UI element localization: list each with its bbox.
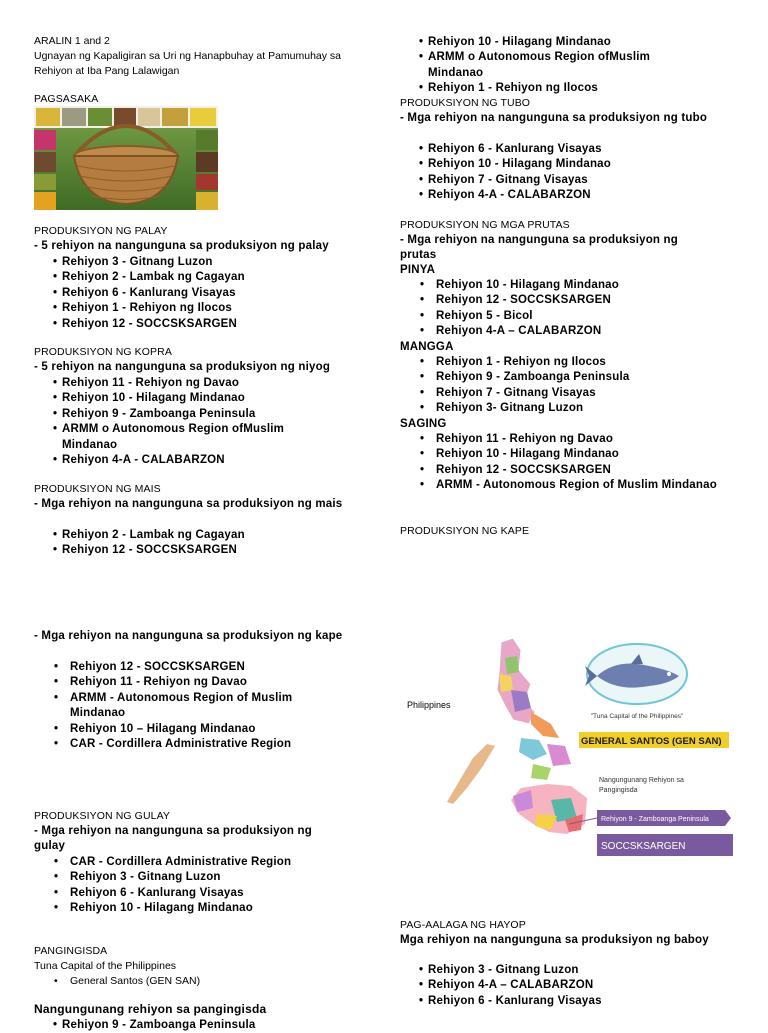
list-item: • Rehiyon 6 - Kanlurang Visayas xyxy=(428,142,768,157)
pangingisda-sub: Tuna Capital of the Philippines xyxy=(34,960,177,972)
list-item: • ARMM o Autonomous Region ofMuslim Mindanao xyxy=(428,50,698,81)
list-item: • Rehiyon 1 - Rehiyon ng Ilocos xyxy=(62,301,402,316)
pinya-list xyxy=(400,278,768,340)
list-item: • Rehiyon 7 - Gitnang Visayas xyxy=(428,173,768,188)
list-item: • Rehiyon 3 - Gitnang Luzon xyxy=(70,870,410,885)
philippines-fishing-map xyxy=(401,628,733,862)
list-item: • Rehiyon 10 – Hilagang Mindanao xyxy=(70,722,340,737)
list-item: • Rehiyon 12 - SOCCSKSARGEN xyxy=(436,463,736,478)
tubo-list xyxy=(400,142,768,204)
label-pinya: PINYA xyxy=(400,264,436,276)
list-item: • Rehiyon 11 - Rehiyon ng Davao xyxy=(62,376,322,391)
map-nangungunang-label: Nangungunang Rehiyon sa Pangingisda xyxy=(599,777,684,794)
gulay-list xyxy=(34,855,410,917)
crops-basket-image xyxy=(34,106,218,210)
list-item: • Rehiyon 9 - Zamboanga Peninsula xyxy=(436,370,768,385)
list-item: • General Santos (GEN SAN) xyxy=(70,974,410,989)
palay-intro: - 5 rehiyon na nangunguna sa produksiyon ng palay xyxy=(34,240,329,252)
list-item: • Rehiyon 2 - Lambak ng Cagayan xyxy=(62,528,402,543)
list-item: • Rehiyon 1 - Rehiyon ng Ilocos xyxy=(428,81,698,96)
list-item: • ARMM - Autonomous Region of Muslim Mindanao xyxy=(436,478,736,493)
pangingisda-bold: Nangungunang rehiyon sa pangingisda xyxy=(34,1002,267,1016)
map-label-philippines: Philippines xyxy=(407,700,451,710)
list-item: • Rehiyon 6 - Kanlurang Visayas xyxy=(70,886,410,901)
heading-mais: PRODUKSIYON NG MAIS xyxy=(34,483,161,495)
prutas-intro: - Mga rehiyon na nangunguna sa produksiyon ng prutas xyxy=(400,234,678,262)
list-item: • Rehiyon 1 - Rehiyon ng Ilocos xyxy=(436,355,768,370)
list-item: • Rehiyon 5 - Bicol xyxy=(436,309,768,324)
hayop-intro: Mga rehiyon na nangunguna sa produksiyon ng baboy xyxy=(400,934,709,946)
list-item: • Rehiyon 10 - Hilagang Mindanao xyxy=(428,157,768,172)
list-item: • ARMM o Autonomous Region ofMuslim Mindanao xyxy=(62,422,322,453)
list-item: • Rehiyon 12 - SOCCSKSARGEN xyxy=(70,660,340,675)
list-item: • Rehiyon 10 - Hilagang Mindanao xyxy=(428,35,698,50)
list-item: • Rehiyon 10 - Hilagang Mindanao xyxy=(436,278,768,293)
kape-list xyxy=(34,660,340,752)
list-item: • Rehiyon 3 - Gitnang Luzon xyxy=(428,963,768,978)
heading-kopra: PRODUKSIYON NG KOPRA xyxy=(34,346,172,358)
hayop-list xyxy=(400,963,768,1009)
list-item: • Rehiyon 9 - Zamboanga Peninsula xyxy=(62,1018,402,1033)
palay-list xyxy=(34,255,402,332)
list-item: • Rehiyon 6 - Kanlurang Visayas xyxy=(62,286,402,301)
list-item: • Rehiyon 11 - Rehiyon ng Davao xyxy=(70,675,340,690)
gulay-intro: - Mga rehiyon na nangunguna sa produksiyon ng gulay xyxy=(34,825,312,853)
heading-hayop: PAG-AALAGA NG HAYOP xyxy=(400,919,526,931)
map-soccsk-label: SOCCSKSARGEN xyxy=(601,841,686,852)
label-saging: SAGING xyxy=(400,418,447,430)
heading-palay: PRODUKSIYON NG PALAY xyxy=(34,225,168,237)
continued-list xyxy=(400,35,698,97)
list-item: • Rehiyon 7 - Gitnang Visayas xyxy=(436,386,768,401)
pangingisda-list xyxy=(34,974,410,989)
heading-kape: PRODUKSIYON NG KAPE xyxy=(400,525,530,537)
heading-gulay: PRODUKSIYON NG GULAY xyxy=(34,810,170,822)
mangga-list xyxy=(400,355,768,417)
mais-list xyxy=(34,528,402,559)
list-item: • Rehiyon 11 - Rehiyon ng Davao xyxy=(436,432,736,447)
kape-intro: - Mga rehiyon na nangunguna sa produksiyon ng kape xyxy=(34,630,343,642)
list-item: • Rehiyon 12 - SOCCSKSARGEN xyxy=(436,293,768,308)
lesson-title: ARALIN 1 and 2 xyxy=(34,35,110,47)
list-item: • CAR - Cordillera Administrative Region xyxy=(70,737,340,752)
mais-intro: - Mga rehiyon na nangunguna sa produksiyon ng mais xyxy=(34,498,343,510)
list-item: • Rehiyon 10 - Hilagang Mindanao xyxy=(436,447,736,462)
heading-pagsasaka: PAGSASAKA xyxy=(34,93,99,105)
pangingisda-cut-list xyxy=(34,1018,402,1033)
kopra-intro: - 5 rehiyon na nangunguna sa produksiyon ng niyog xyxy=(34,361,331,373)
map-tuna-caption: "Tuna Capital of the Philippines" xyxy=(590,713,684,720)
list-item: • ARMM - Autonomous Region of Muslim Mindanao xyxy=(70,691,340,722)
heading-tubo: PRODUKSIYON NG TUBO xyxy=(400,97,531,109)
list-item: • Rehiyon 3 - Gitnang Luzon xyxy=(62,255,402,270)
list-item: • Rehiyon 3- Gitnang Luzon xyxy=(436,401,768,416)
crops-basket-illustration xyxy=(34,106,218,210)
list-item: • Rehiyon 4-A – CALABARZON xyxy=(428,978,768,993)
saging-list xyxy=(400,432,736,494)
tubo-intro: - Mga rehiyon na nangunguna sa produksiyon ng tubo xyxy=(400,112,708,124)
list-item: • Rehiyon 12 - SOCCSKSARGEN xyxy=(62,317,402,332)
map-gensan-label: GENERAL SANTOS (GEN SAN) xyxy=(581,736,722,747)
list-item: • Rehiyon 2 - Lambak ng Cagayan xyxy=(62,270,402,285)
map-rehiyon9-label: Rehiyon 9 - Zamboanga Peninsula xyxy=(601,816,709,823)
kopra-list xyxy=(34,376,322,468)
list-item: • CAR - Cordillera Administrative Region xyxy=(70,855,410,870)
list-item: • Rehiyon 6 - Kanlurang Visayas xyxy=(428,994,768,1009)
list-item: • Rehiyon 4-A - CALABARZON xyxy=(62,453,322,468)
list-item: • Rehiyon 9 - Zamboanga Peninsula xyxy=(62,407,322,422)
lesson-subtitle: Ugnayan ng Kapaligiran sa Uri ng Hanapbuhay at Pamumuhay sa Rehiyon at Iba Pang Lalawigan xyxy=(34,50,342,77)
label-mangga: MANGGA xyxy=(400,341,454,353)
list-item: • Rehiyon 4-A – CALABARZON xyxy=(436,324,768,339)
list-item: • Rehiyon 10 - Hilagang Mindanao xyxy=(70,901,410,916)
heading-pangingisda: PANGINGISDA xyxy=(34,945,108,957)
list-item: • Rehiyon 12 - SOCCSKSARGEN xyxy=(62,543,402,558)
heading-prutas: PRODUKSIYON NG MGA PRUTAS xyxy=(400,219,570,231)
list-item: • Rehiyon 4-A - CALABARZON xyxy=(428,188,768,203)
list-item: • Rehiyon 10 - Hilagang Mindanao xyxy=(62,391,322,406)
map-illustration xyxy=(401,628,733,862)
